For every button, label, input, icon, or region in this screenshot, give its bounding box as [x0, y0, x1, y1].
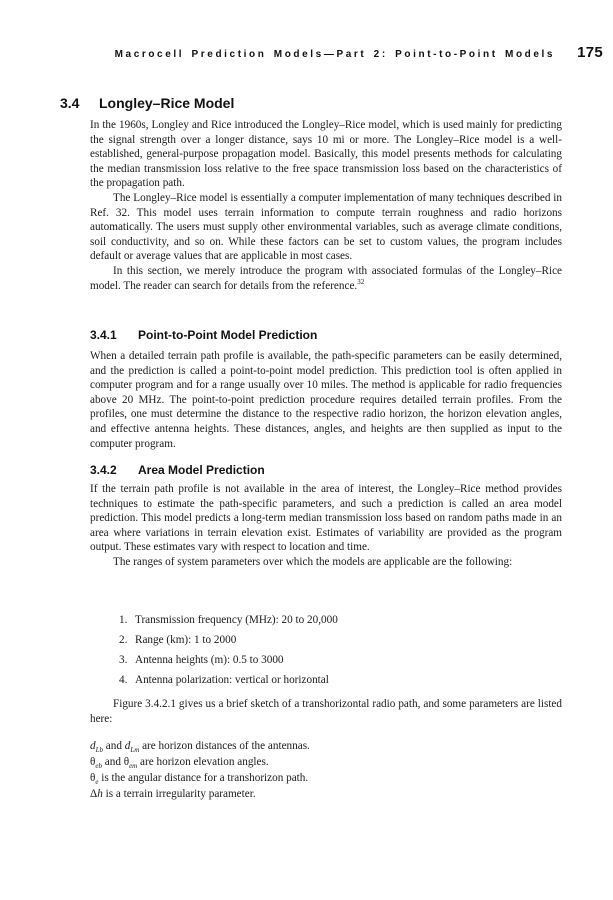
section-number: 3.4 — [60, 95, 80, 111]
list-item-number: 3. — [119, 654, 128, 666]
paragraph: The Longley–Rice model is essentially a computer implementation of many techniques described in Ref. 32. This model uses terrain information to compute terrain roughness and radio horizons automatically. The users must supply other environmental variables, such as average climate conditions, soil conductivity, and so on. While these factors can be set to custom values, the program includes default or average values that are applicable in most cases. — [90, 191, 562, 263]
list-item-text: Range (km): 1 to 2000 — [135, 634, 237, 646]
list-item-text: Transmission frequency (MHz): 20 to 20,000 — [135, 614, 338, 626]
symbol: θ — [123, 756, 130, 768]
subsection-heading — [90, 328, 317, 342]
list-item-number: 1. — [119, 614, 128, 626]
subsection-title: Point-to-Point Model Prediction — [138, 328, 318, 342]
conjunction: and — [104, 756, 121, 768]
list-item — [119, 633, 539, 653]
symbol: d — [124, 740, 131, 752]
subscript: eb — [95, 762, 102, 770]
reference-mark: 32 — [357, 277, 365, 286]
subscript: Lm — [130, 746, 140, 754]
definition-line — [90, 770, 562, 786]
paragraph — [90, 264, 562, 293]
symbol: h — [97, 788, 103, 800]
definition-line — [90, 754, 562, 770]
paragraph: In the 1960s, Longley and Rice introduced the Longley–Rice model, which is used mainly for predicting the signal strength over a longer distance, says 10 mi or more. The Longley–Rice model is a well-established, general-purpose propagation model. Basically, this model presents methods for calculating the median transmission loss relative to the free space transmission loss based on the characteristics of the propagation path. — [90, 119, 562, 190]
subscript: em — [129, 762, 138, 770]
definition-line — [90, 738, 562, 754]
list-item — [119, 613, 539, 633]
definition-text: is the angular distance for a transhorizon path. — [101, 772, 309, 784]
paragraph: Figure 3.4.2.1 gives us a brief sketch of a transhorizontal radio path, and some parameters are listed here: — [90, 698, 562, 725]
subsection-body — [90, 482, 562, 570]
page-number: 175 — [577, 44, 603, 61]
symbol: d — [90, 740, 96, 752]
subscript: e — [95, 778, 99, 786]
conjunction: and — [105, 740, 122, 752]
symbol: θ — [90, 756, 96, 768]
list-item — [119, 673, 539, 693]
paragraph: If the terrain path profile is not available in the area of interest, the Longley–Rice method provides techniques to estimate the path-specific parameters, and such a prediction is called an area model prediction. This model predicts a long-term median transmission loss based on random paths made in an area where variations in terrain elevation exist. Estimates of variability are provided as the program output. These estimates vary with respect to location and time. — [90, 483, 562, 554]
list-item-text: Antenna polarization: vertical or horizontal — [135, 674, 329, 686]
symbol: θ — [90, 772, 96, 784]
figure-paragraph-block — [90, 697, 562, 726]
definition-line — [90, 786, 562, 802]
definition-text: are horizon elevation angles. — [140, 756, 269, 768]
subsection-number: 3.4.1 — [90, 328, 117, 342]
paragraph: When a detailed terrain path profile is available, the path-specific parameters can be easily determined, and the prediction is called a point-to-point model prediction. This prediction tool is often applied in computer program and for a range usually over 10 miles. The method is applicable for radio frequencies above 20 MHz. The point-to-point prediction procedure requires detailed terrain profiles. From the profiles, one must determine the distance to the respective radio horizon, the horizon elevation angles, and effective antenna heights. These distances, angles, and heights are then supplied as input to the computer program. — [90, 350, 562, 450]
parameter-list — [119, 613, 539, 693]
list-item-text: Antenna heights (m): 0.5 to 3000 — [135, 654, 284, 666]
subscript: Lb — [95, 746, 103, 754]
list-item-number: 4. — [119, 674, 128, 686]
running-head — [90, 44, 603, 61]
subsection-number: 3.4.2 — [90, 463, 117, 477]
definition-text: is a terrain irregularity parameter. — [105, 788, 256, 800]
running-head-title: Macrocell Prediction Models—Part 2: Point-to-Point Models — [114, 49, 556, 60]
subsection-title: Area Model Prediction — [138, 463, 265, 477]
section-title: Longley–Rice Model — [99, 95, 235, 111]
subsection-body — [90, 349, 562, 451]
definition-text: are horizon distances of the antennas. — [142, 740, 310, 752]
symbol-prefix: Δ — [90, 788, 98, 800]
paragraph: The ranges of system parameters over which the models are applicable are the following: — [113, 555, 513, 568]
list-item-number: 2. — [119, 634, 128, 646]
section-body — [90, 118, 562, 293]
section-heading — [60, 95, 234, 111]
subsection-heading — [90, 463, 265, 477]
paragraph-text: In this section, we merely introduce the program with associated formulas of the Longley–Rice model. The reader can search for details from the reference. — [90, 264, 562, 292]
list-item — [119, 653, 539, 673]
parameter-definitions — [90, 738, 562, 802]
